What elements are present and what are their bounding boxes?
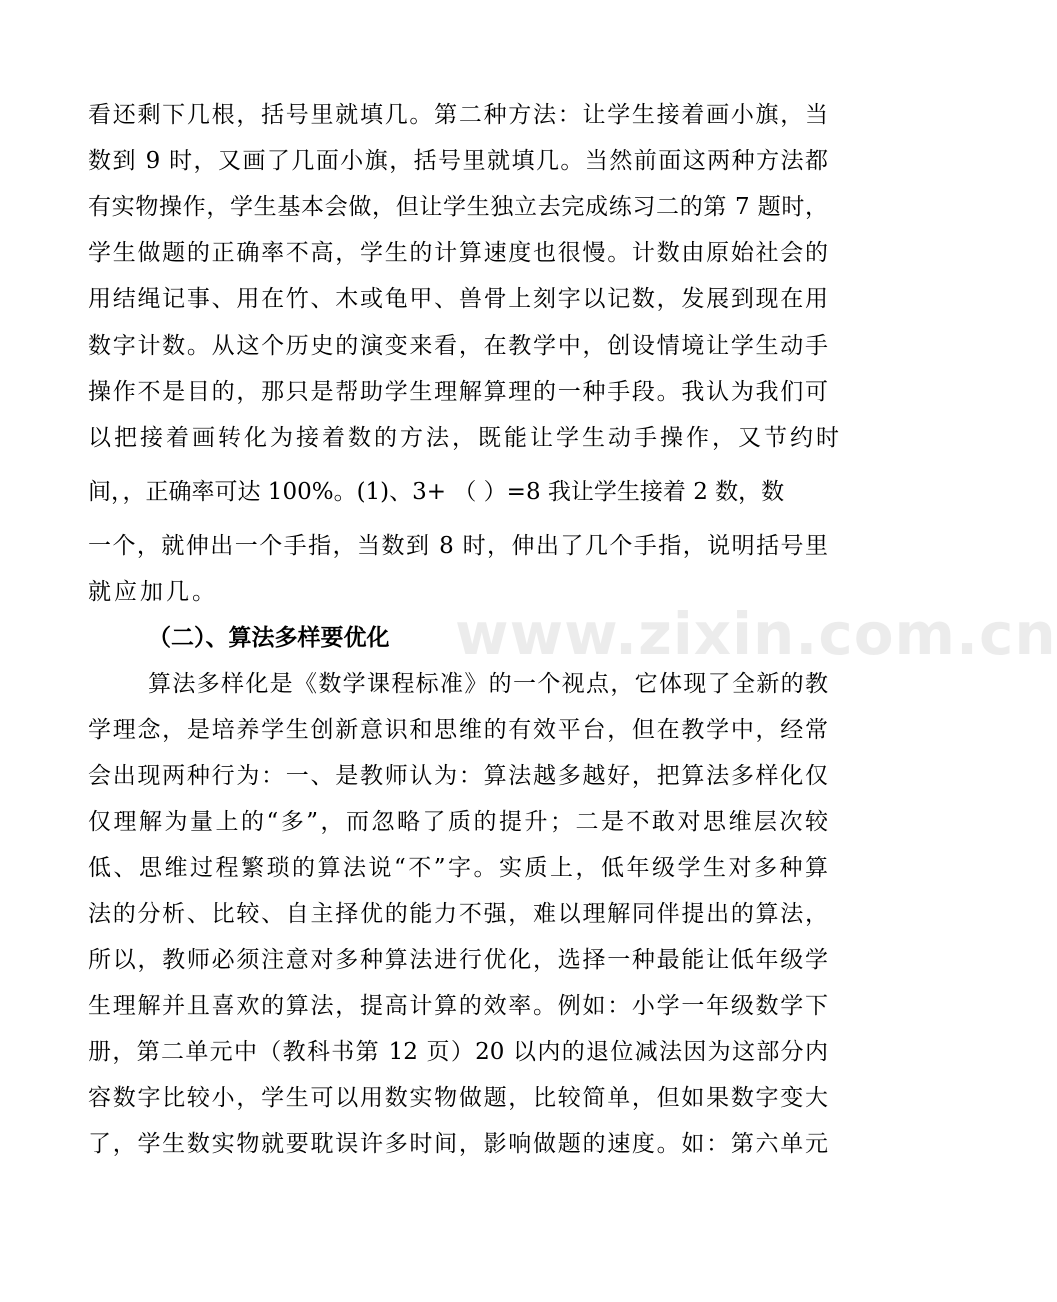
paragraph-line: 学生做题的正确率不高，学生的计算速度也很慢。计数由原始社会的	[88, 240, 828, 266]
paragraph-line: 容数字比较小，学生可以用数实物做题，比较简单，但如果数字变大	[88, 1085, 828, 1111]
paragraph-line: 数字计数。从这个历史的演变来看，在教学中，创设情境让学生动手	[88, 333, 828, 359]
paragraph-line: 法的分析、比较、自主择优的能力不强，难以理解同伴提出的算法，	[88, 901, 828, 927]
paragraph-line: 看还剩下几根，括号里就填几。第二种方法：让学生接着画小旗，当	[88, 102, 828, 128]
paragraph-line: 就应加几。	[88, 579, 218, 605]
paragraph-line: 低、思维过程繁琐的算法说“不”字。实质上，低年级学生对多种算	[88, 855, 828, 881]
paragraph-line: 生理解并且喜欢的算法，提高计算的效率。例如：小学一年级数学下	[88, 993, 828, 1019]
paragraph-line: 仅理解为量上的“多”，而忽略了质的提升；二是不敢对思维层次较	[88, 809, 828, 835]
paragraph-line: 有实物操作，学生基本会做，但让学生独立去完成练习二的第 7 题时，	[88, 194, 828, 220]
paragraph-line: 操作不是目的，那只是帮助学生理解算理的一种手段。我认为我们可	[88, 379, 828, 405]
paragraph-line: 用结绳记事、用在竹、木或龟甲、兽骨上刻字以记数，发展到现在用	[88, 286, 828, 312]
paragraph-line: 学理念，是培养学生创新意识和思维的有效平台，但在教学中，经常	[88, 717, 828, 743]
paragraph-line: 一个，就伸出一个手指，当数到 8 时，伸出了几个手指，说明括号里	[88, 533, 828, 559]
paragraph-line: 所以，教师必须注意对多种算法进行优化，选择一种最能让低年级学	[88, 947, 828, 973]
paragraph-line: 会出现两种行为：一、是教师认为：算法越多越好，把算法多样化仅	[88, 763, 828, 789]
paragraph-line: 间，，正确率可达 100%。(1)、3+ （ ）=8 我让学生接着 2 数，数	[88, 479, 785, 505]
paragraph-line: 了，学生数实物就要耽误许多时间，影响做题的速度。如：第六单元	[88, 1131, 828, 1157]
watermark: www.zixin.com.cn	[455, 600, 1057, 668]
section-heading: （二）、算法多样要优化	[148, 625, 390, 651]
paragraph-line: 数到 9 时，又画了几面小旗，括号里就填几。当然前面这两种方法都	[88, 148, 828, 174]
paragraph-line: 算法多样化是《数学课程标准》的一个视点，它体现了全新的教	[148, 671, 828, 697]
paragraph-line: 册，第二单元中（教科书第 12 页）20 以内的退位减法因为这部分内	[88, 1039, 828, 1065]
paragraph-line: 以把接着画转化为接着数的方法，既能让学生动手操作，又节约时	[88, 425, 842, 451]
